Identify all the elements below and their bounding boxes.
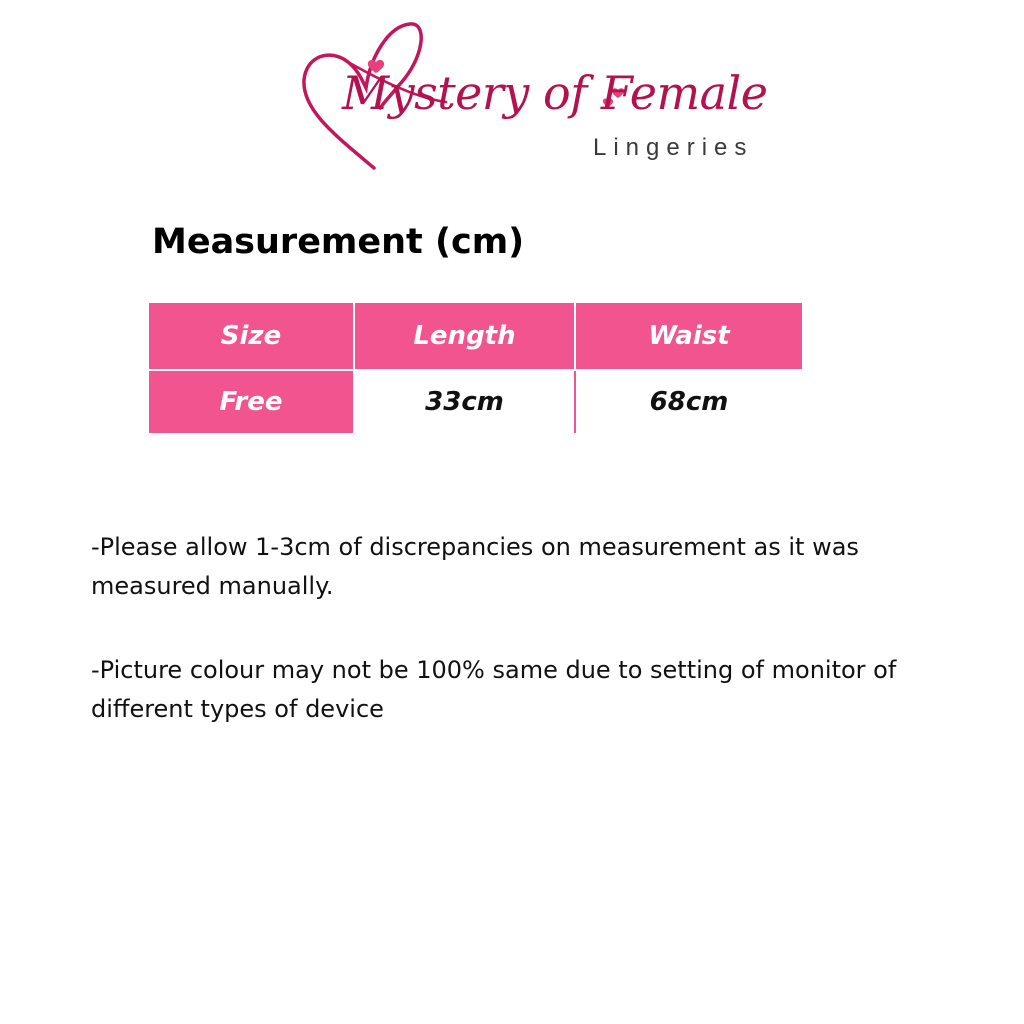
brand-name: Mystery of Female: [342, 66, 768, 120]
cell-length: 33cm: [355, 371, 576, 433]
table-header-row: [149, 303, 802, 371]
table-row: [149, 371, 802, 433]
brand-logo: [296, 18, 766, 178]
measurement-table: [149, 303, 802, 433]
brand-subtitle: Lingeries: [593, 134, 754, 161]
column-header-length: Length: [355, 303, 576, 371]
note-colour: -Picture colour may not be 100% same due to setting of monitor of different types of device: [91, 656, 897, 723]
column-header-size: Size: [149, 303, 355, 371]
cell-size: Free: [149, 371, 355, 433]
page-title: Measurement (cm): [152, 222, 525, 262]
column-header-waist: Waist: [576, 303, 802, 371]
cell-waist: 68cm: [576, 371, 802, 433]
note-discrepancy: -Please allow 1-3cm of discrepancies on measurement as it was measured manually.: [91, 533, 859, 600]
